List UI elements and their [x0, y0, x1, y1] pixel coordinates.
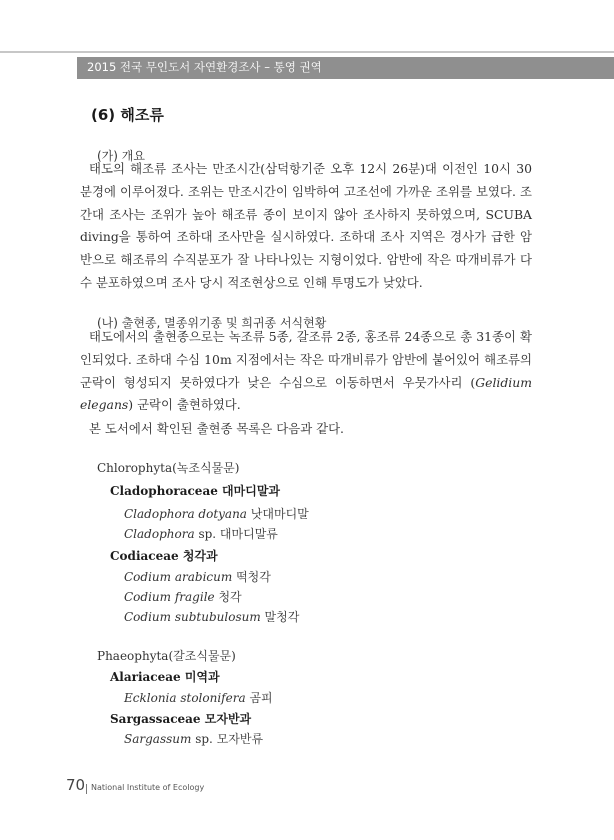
occurrence-text-italic: Gelidium elegans [80, 374, 532, 413]
family-alariaceae: Alariaceae 미역과 [110, 670, 220, 684]
occurrence-paragraph-2: 본 도서에서 확인된 출현종 목록은 다음과 같다. [89, 421, 344, 436]
section-title: (6) 해조류 [91, 106, 164, 124]
species-cladophora-sp: Cladophora sp. 대마디말류 [124, 527, 278, 541]
species-ecklonia-stolonifera: Ecklonia stolonifera 곰피 [124, 691, 273, 705]
species-codium-fragile: Codium fragile 청각 [124, 590, 242, 604]
overview-heading: (가) 개요 [97, 149, 145, 163]
species-sargassum-sp: Sargassum sp. 모자반류 [124, 732, 264, 746]
footer-publisher: National Institute of Ecology [91, 783, 205, 792]
species-codium-arabicum: Codium arabicum 떡청각 [124, 570, 271, 584]
family-cladophoraceae: Cladophoraceae 대마디말과 [110, 484, 281, 498]
footer-divider [86, 784, 87, 794]
running-header: 2015 전국 무인도서 자연환경조사 – 통영 권역 [87, 60, 322, 74]
occurrence-text-after: ) 군락이 출현하였다. [128, 397, 241, 413]
phylum-phaeophyta: Phaeophyta(갈조식물문) [97, 649, 236, 663]
family-sargassaceae: Sargassaceae 모자반과 [110, 712, 252, 726]
occurrence-heading: (나) 출현종, 멸종위기종 및 희귀종 서식현황 [97, 316, 327, 330]
overview-paragraph: 태도의 해조류 조사는 만조시간(삼덕항기준 오후 12시 26분)대 이전인 10시 30분경에 이루어졌다. 조위는 만조시간이 임박하여 고조선에 가까운 조위를 보였다. 조간대 조사는 조위가 높아 해조류 종이 보이지 않아 조사하지 못하였으며, SCUBA diving을 통하여 조하대 조사만을 실시하였다. 조하대 조사 지역은 경사가 급한 암반으로 해조류의 수직분포가 잘 나타나있는 지형이었다. 암반에 작은 따개비류가 다수 분포하였으며 조사 당시 적조현상으로 인해 투명도가 낮았다. [80, 161, 532, 290]
occurrence-text-before: 태도에서의 출현종으로는 녹조류 5종, 갈조류 2종, 홍조류 24종으로 총 31종이 확인되었다. 조하대 수심 10m 지점에서는 작은 따개비류가 암반에 붙어있어 해조류의 군락이 형성되지 못하였다가 낮은 수심으로 이동하면서 우뭇가사리 ( [80, 329, 532, 390]
species-cladophora-dotyana: Cladophora dotyana 낫대마디말 [124, 507, 309, 521]
species-codium-subtubulosum: Codium subtubulosum 말청각 [124, 610, 300, 624]
phylum-chlorophyta: Chlorophyta(녹조식물문) [97, 461, 240, 475]
family-codiaceae: Codiaceae 청각과 [110, 549, 218, 563]
occurrence-paragraph [80, 326, 532, 417]
header-rule [0, 51, 614, 53]
page-number: 70 [66, 776, 86, 794]
